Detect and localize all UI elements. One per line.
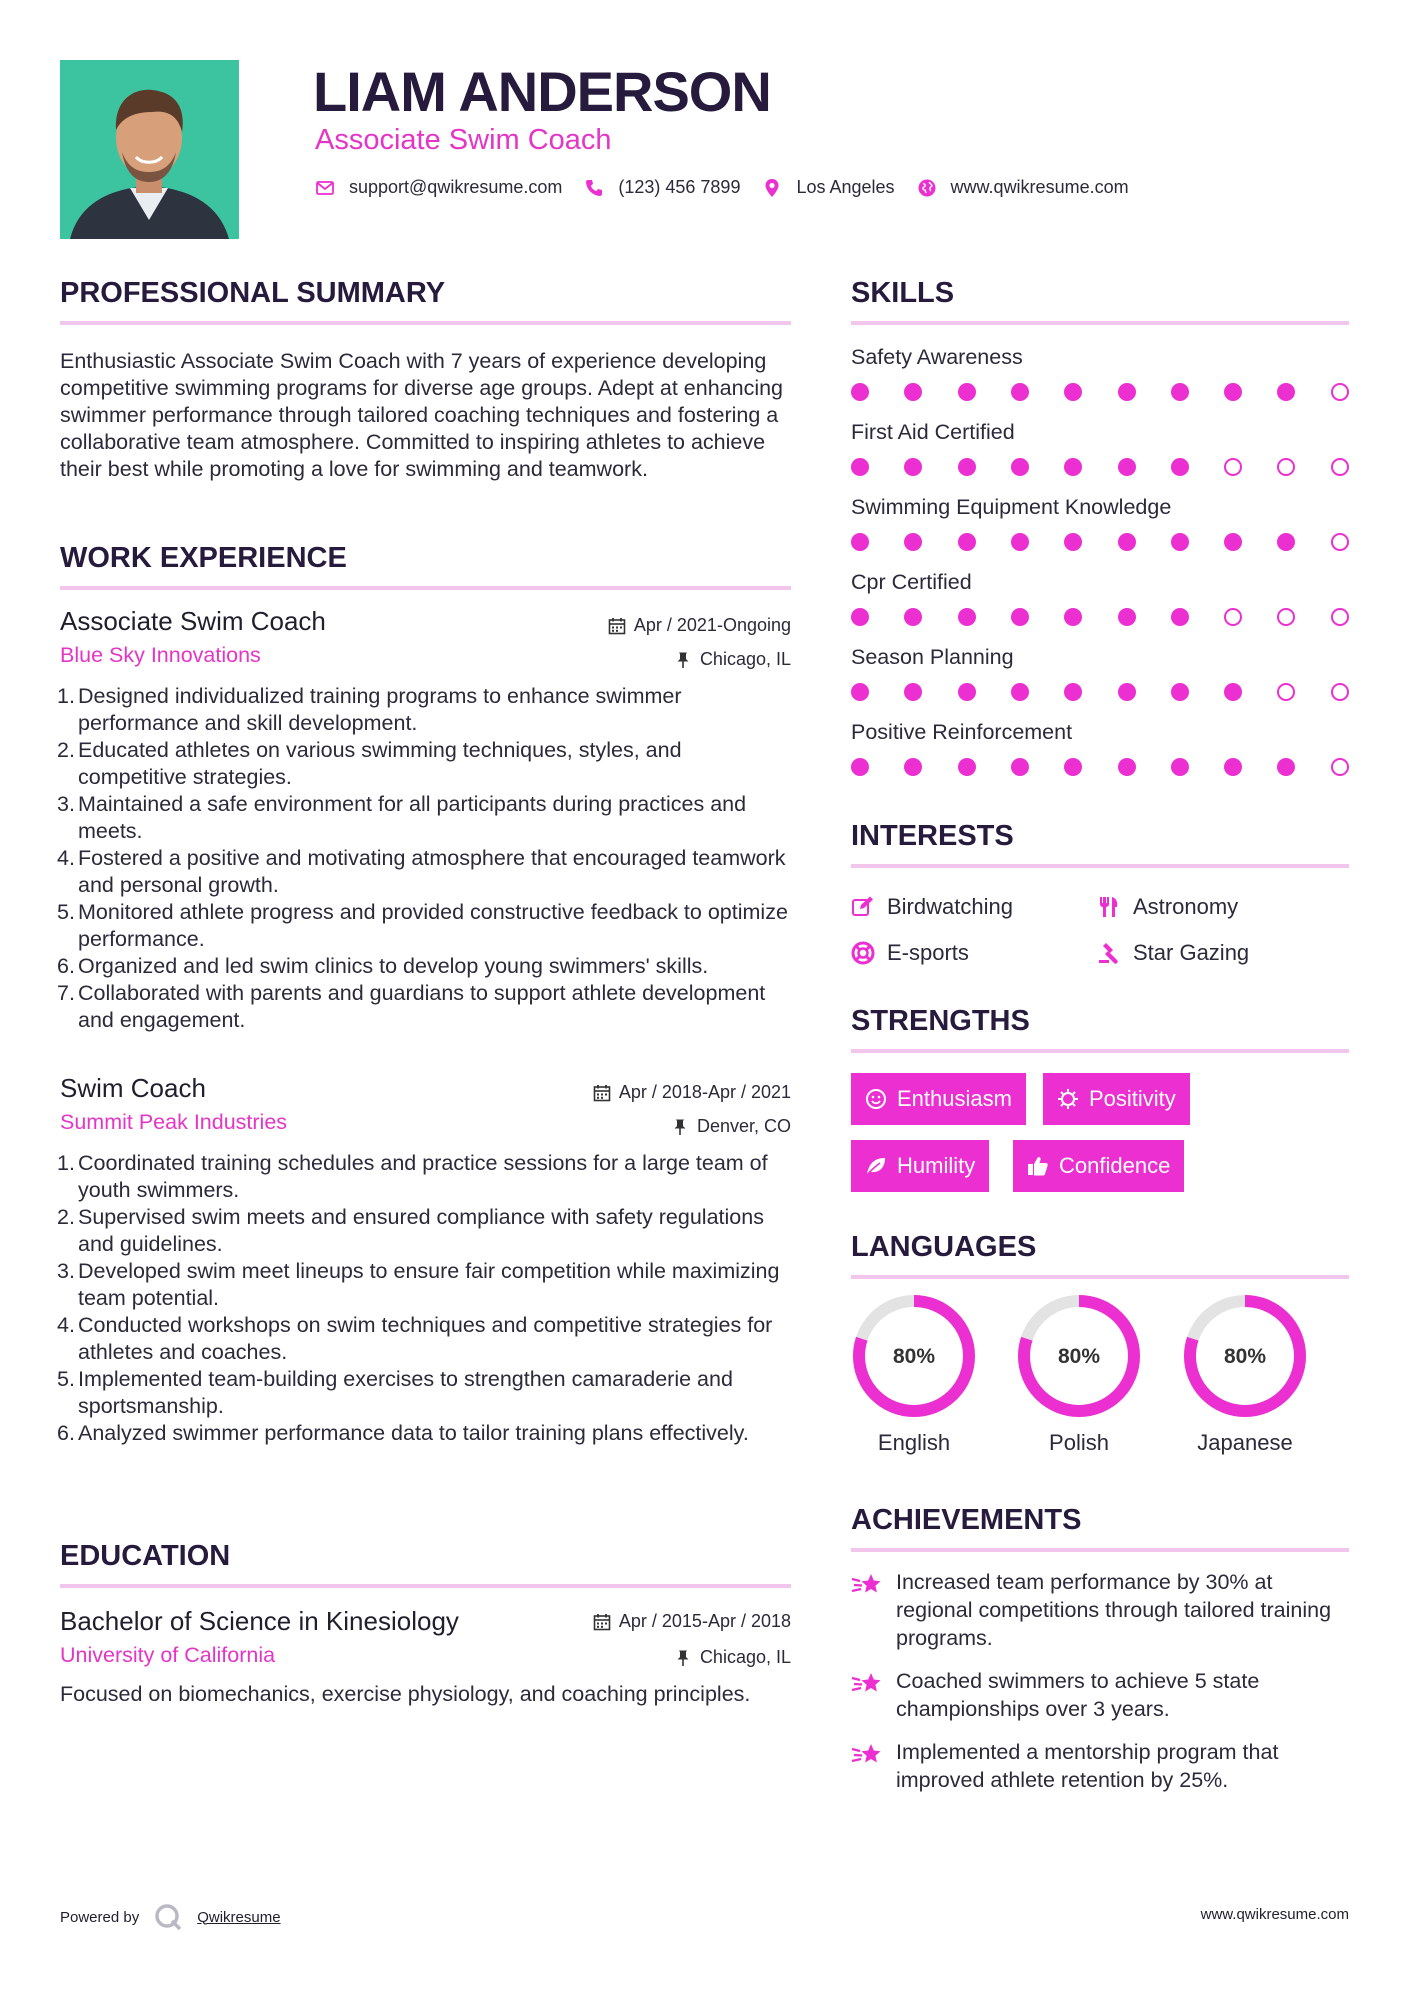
- rating-dot-filled: [1011, 533, 1029, 551]
- summary-section: [60, 275, 791, 483]
- rating-dot-filled: [1064, 758, 1082, 776]
- languages-heading: LANGUAGES: [851, 1231, 1037, 1263]
- rating-dot-empty: [1277, 608, 1295, 626]
- language-progress-ring: [1182, 1293, 1308, 1419]
- calendar-icon: [608, 617, 626, 635]
- language-item: [1016, 1293, 1142, 1457]
- interest-label: Astronomy: [1133, 894, 1239, 919]
- sun-icon: [1057, 1088, 1079, 1110]
- skill-item: [851, 493, 1349, 568]
- section-divider: [60, 321, 791, 325]
- rating-dot-empty: [1331, 608, 1349, 626]
- candidate-name: LIAM ANDERSON: [313, 60, 771, 123]
- contact-bar: [315, 177, 1151, 198]
- rating-dot-empty: [1331, 458, 1349, 476]
- education-description: Focused on biomechanics, exercise physiology, and coaching principles.: [60, 1682, 751, 1706]
- languages-section: [851, 1229, 1349, 1459]
- candidate-title: Associate Swim Coach: [315, 124, 612, 156]
- rating-dot-filled: [1064, 608, 1082, 626]
- pushpin-icon: [671, 1118, 689, 1136]
- job-location-text: Denver, CO: [696, 1116, 791, 1136]
- contact-phone-text: (123) 456 7899: [618, 177, 741, 197]
- list-item: 6. Analyzed swimmer performance data to tailor training plans effectively.: [57, 1421, 749, 1445]
- achievements-heading: ACHIEVEMENTS: [851, 1504, 1082, 1536]
- language-name: English: [877, 1430, 951, 1455]
- section-divider: [851, 1275, 1349, 1279]
- rating-dot-filled: [851, 758, 869, 776]
- map-pin-icon: [762, 178, 782, 198]
- skill-rating: [851, 681, 1349, 703]
- education-section: [60, 1538, 791, 1588]
- profile-photo: [60, 60, 239, 239]
- section-divider: [851, 864, 1349, 868]
- rating-dot-filled: [851, 383, 869, 401]
- rating-dot-filled: [1118, 458, 1136, 476]
- rating-dot-filled: [1118, 608, 1136, 626]
- rating-dot-empty: [1331, 683, 1349, 701]
- job-dates: [608, 615, 791, 636]
- achievements-section: [851, 1502, 1349, 1802]
- rating-dot-filled: [1277, 533, 1295, 551]
- rating-dot-filled: [904, 683, 922, 701]
- rating-dot-empty: [1277, 458, 1295, 476]
- strengths-section: [851, 1003, 1349, 1193]
- skill-name: Cpr Certified: [851, 570, 972, 594]
- rating-dot-filled: [1171, 533, 1189, 551]
- section-divider: [851, 1049, 1349, 1053]
- skill-item: [851, 718, 1349, 793]
- degree-title: Bachelor of Science in Kinesiology: [60, 1606, 459, 1636]
- strength-label: Enthusiasm: [897, 1086, 1012, 1111]
- job-dates-text: Apr / 2018-Apr / 2021: [618, 1082, 791, 1102]
- section-divider: [851, 321, 1349, 325]
- skill-name: First Aid Certified: [851, 420, 1015, 444]
- footer-powered-by: [60, 1902, 281, 1932]
- job-location-text: Chicago, IL: [699, 649, 791, 669]
- list-item: 5. Monitored athlete progress and provided constructive feedback to optimize performance.: [57, 900, 788, 951]
- rating-dot-filled: [1118, 533, 1136, 551]
- rating-dot-filled: [1064, 683, 1082, 701]
- rating-dot-filled: [1011, 383, 1029, 401]
- rating-dot-filled: [958, 758, 976, 776]
- skill-rating: [851, 756, 1349, 778]
- job-location: [671, 1116, 791, 1137]
- rating-dot-filled: [1171, 383, 1189, 401]
- edit-icon: [851, 895, 875, 919]
- job-location: [674, 649, 791, 670]
- contact-website-text: www.qwikresume.com: [950, 177, 1129, 197]
- rating-dot-filled: [904, 458, 922, 476]
- contact-email[interactable]: [315, 177, 562, 198]
- interest-label: Star Gazing: [1133, 940, 1250, 965]
- rating-dot-filled: [1118, 683, 1136, 701]
- list-item: 4. Fostered a positive and motivating atmosphere that encouraged teamwork and personal growth.: [57, 846, 786, 897]
- skills-list: [851, 343, 1349, 793]
- language-name: Polish: [1049, 1430, 1109, 1455]
- experience-section: [60, 540, 791, 590]
- rating-dot-filled: [958, 458, 976, 476]
- footer-url[interactable]: www.qwikresume.com: [1200, 1906, 1349, 1923]
- strength-label: Humility: [897, 1153, 976, 1178]
- job-title: Swim Coach: [60, 1073, 206, 1103]
- job-duties: [57, 1150, 791, 1447]
- interests-heading: INTERESTS: [851, 820, 1014, 852]
- skill-item: [851, 568, 1349, 643]
- job-company: Summit Peak Industries: [60, 1110, 288, 1134]
- gavel-icon: [1097, 941, 1121, 965]
- contact-website[interactable]: [917, 177, 1129, 198]
- rating-dot-filled: [904, 533, 922, 551]
- rating-dot-filled: [1118, 383, 1136, 401]
- education-entry: [60, 1605, 791, 1708]
- rating-dot-filled: [958, 533, 976, 551]
- rating-dot-filled: [1011, 608, 1029, 626]
- skill-name: Season Planning: [851, 645, 1014, 669]
- language-progress-ring: [851, 1293, 977, 1419]
- globe-icon: [917, 178, 937, 198]
- achievement-text: Implemented a mentorship program that improved athlete retention by 25%.: [896, 1740, 1279, 1792]
- rating-dot-filled: [1118, 758, 1136, 776]
- rating-dot-filled: [904, 383, 922, 401]
- interest-label: E-sports: [887, 940, 969, 965]
- strengths-heading: STRENGTHS: [851, 1005, 1030, 1037]
- rating-dot-empty: [1331, 533, 1349, 551]
- rating-dot-filled: [1224, 683, 1242, 701]
- language-item: [851, 1293, 977, 1457]
- list-item: 7. Collaborated with parents and guardians to support athlete development and engagement.: [57, 981, 766, 1032]
- lifebuoy-icon: [851, 941, 875, 965]
- section-divider: [851, 1548, 1349, 1552]
- rating-dot-filled: [1224, 383, 1242, 401]
- rating-dot-filled: [851, 683, 869, 701]
- interest-item: [851, 894, 1013, 920]
- rating-dot-filled: [1171, 683, 1189, 701]
- rating-dot-filled: [1011, 683, 1029, 701]
- list-item: 1. Designed individualized training programs to enhance swimmer performance and skill development.: [57, 684, 682, 735]
- skill-item: [851, 418, 1349, 493]
- job-duties: [57, 683, 791, 1034]
- utensils-icon: [1097, 895, 1121, 919]
- rating-dot-filled: [1011, 458, 1029, 476]
- rating-dot-filled: [1277, 383, 1295, 401]
- job-title: Associate Swim Coach: [60, 606, 326, 636]
- list-item: 2. Educated athletes on various swimming techniques, styles, and competitive strategies.: [57, 738, 682, 789]
- skill-name: Safety Awareness: [851, 345, 1023, 369]
- job-company: Blue Sky Innovations: [60, 643, 261, 667]
- rating-dot-filled: [851, 458, 869, 476]
- strength-label: Positivity: [1089, 1086, 1176, 1111]
- skill-rating: [851, 606, 1349, 628]
- language-name: Japanese: [1197, 1430, 1293, 1455]
- skill-name: Swimming Equipment Knowledge: [851, 495, 1172, 519]
- list-item: 3. Developed swim meet lineups to ensure fair competition while maximizing team potential.: [57, 1259, 780, 1310]
- powered-by-text: Powered by: [60, 1908, 140, 1926]
- thumbs-up-icon: [1027, 1155, 1049, 1177]
- rating-dot-filled: [1064, 383, 1082, 401]
- achievement-text: Increased team performance by 30% at regional competitions through tailored training programs.: [896, 1570, 1332, 1650]
- skill-name: Positive Reinforcement: [851, 720, 1073, 744]
- list-item: 4. Conducted workshops on swim techniques and competitive strategies for athletes and coaches.: [57, 1313, 773, 1364]
- interest-label: Birdwatching: [887, 894, 1013, 919]
- rating-dot-filled: [958, 383, 976, 401]
- job-entry: [57, 605, 791, 1034]
- interest-item: [851, 940, 969, 966]
- list-item: 1. Coordinated training schedules and practice sessions for a large team of youth swimmers.: [57, 1151, 768, 1202]
- list-item: 5. Implemented team-building exercises to strengthen camaraderie and sportsmanship.: [57, 1367, 733, 1418]
- education-location-text: Chicago, IL: [699, 1647, 791, 1667]
- job-dates: [593, 1082, 791, 1103]
- leaf-icon: [865, 1155, 887, 1177]
- skill-rating: [851, 531, 1349, 553]
- achievement-item: [851, 1738, 1349, 1794]
- job-entry: [57, 1072, 791, 1447]
- contact-location: [762, 177, 894, 198]
- language-progress-ring: [1016, 1293, 1142, 1419]
- rating-dot-filled: [1171, 458, 1189, 476]
- skill-rating: [851, 381, 1349, 403]
- rating-dot-filled: [904, 608, 922, 626]
- shooting-star-icon: [851, 1740, 883, 1770]
- interests-section: [851, 818, 1349, 965]
- calendar-icon: [593, 1613, 611, 1631]
- rating-dot-filled: [1171, 758, 1189, 776]
- strength-label: Confidence: [1059, 1153, 1171, 1178]
- education-dates: [593, 1611, 791, 1632]
- rating-dot-empty: [1224, 608, 1242, 626]
- contact-email-text: support@qwikresume.com: [349, 177, 563, 197]
- rating-dot-filled: [851, 533, 869, 551]
- rating-dot-filled: [851, 608, 869, 626]
- rating-dot-filled: [1011, 758, 1029, 776]
- achievement-item: [851, 1667, 1349, 1723]
- rating-dot-empty: [1277, 683, 1295, 701]
- strength-badge: [1043, 1073, 1190, 1125]
- brand-link[interactable]: Qwikresume: [197, 1908, 281, 1926]
- skills-heading: SKILLS: [851, 277, 955, 309]
- skills-section: [851, 275, 1349, 793]
- pushpin-icon: [674, 1649, 692, 1667]
- achievement-item: [851, 1568, 1349, 1652]
- rating-dot-filled: [904, 758, 922, 776]
- list-item: 2. Supervised swim meets and ensured compliance with safety regulations and guidelines.: [57, 1205, 764, 1256]
- qwikresume-logo-icon: [153, 1902, 183, 1932]
- strength-badge: [851, 1140, 989, 1192]
- strength-badge: [851, 1073, 1026, 1125]
- strength-badge: [1013, 1140, 1184, 1192]
- education-dates-text: Apr / 2015-Apr / 2018: [618, 1611, 791, 1631]
- rating-dot-filled: [1171, 608, 1189, 626]
- school-name: University of California: [60, 1643, 276, 1667]
- contact-location-text: Los Angeles: [796, 177, 895, 197]
- list-item: 6. Organized and led swim clinics to develop young swimmers' skills.: [57, 954, 709, 978]
- contact-phone[interactable]: [584, 177, 740, 198]
- skill-item: [851, 643, 1349, 718]
- shooting-star-icon: [851, 1570, 883, 1600]
- pushpin-icon: [674, 651, 692, 669]
- section-divider: [60, 1584, 791, 1588]
- ring-percent-label: 80%: [892, 1345, 936, 1368]
- smile-icon: [865, 1088, 887, 1110]
- calendar-icon: [593, 1084, 611, 1102]
- interest-item: [1097, 894, 1238, 920]
- ring-percent-label: 80%: [1223, 1345, 1267, 1368]
- phone-icon: [584, 178, 604, 198]
- ring-percent-label: 80%: [1057, 1345, 1101, 1368]
- interest-item: [1097, 940, 1249, 966]
- rating-dot-filled: [1064, 458, 1082, 476]
- skill-item: [851, 343, 1349, 418]
- skill-rating: [851, 456, 1349, 478]
- achievement-text: Coached swimmers to achieve 5 state championships over 3 years.: [896, 1669, 1260, 1721]
- rating-dot-empty: [1331, 383, 1349, 401]
- section-divider: [60, 586, 791, 590]
- rating-dot-empty: [1224, 458, 1242, 476]
- rating-dot-filled: [958, 608, 976, 626]
- education-location: [674, 1647, 791, 1668]
- education-heading: EDUCATION: [60, 1540, 231, 1572]
- experience-heading: WORK EXPERIENCE: [60, 542, 347, 574]
- envelope-icon: [315, 178, 335, 198]
- rating-dot-empty: [1331, 758, 1349, 776]
- rating-dot-filled: [958, 683, 976, 701]
- job-dates-text: Apr / 2021-Ongoing: [633, 615, 791, 635]
- shooting-star-icon: [851, 1669, 883, 1699]
- rating-dot-filled: [1224, 758, 1242, 776]
- list-item: 3. Maintained a safe environment for all participants during practices and meets.: [57, 792, 747, 843]
- rating-dot-filled: [1064, 533, 1082, 551]
- summary-heading: PROFESSIONAL SUMMARY: [60, 277, 446, 309]
- rating-dot-filled: [1277, 758, 1295, 776]
- summary-text: Enthusiastic Associate Swim Coach with 7 years of experience developing competitive swimming programs for diverse age groups. Adept at enhancing swimmer performance through tailored coaching techniques and fostering a collaborative team atmosphere. Committed to inspiring athletes to achieve their best while promoting a love for swimming and teamwork.: [60, 349, 784, 481]
- language-item: [1182, 1293, 1308, 1457]
- rating-dot-filled: [1224, 533, 1242, 551]
